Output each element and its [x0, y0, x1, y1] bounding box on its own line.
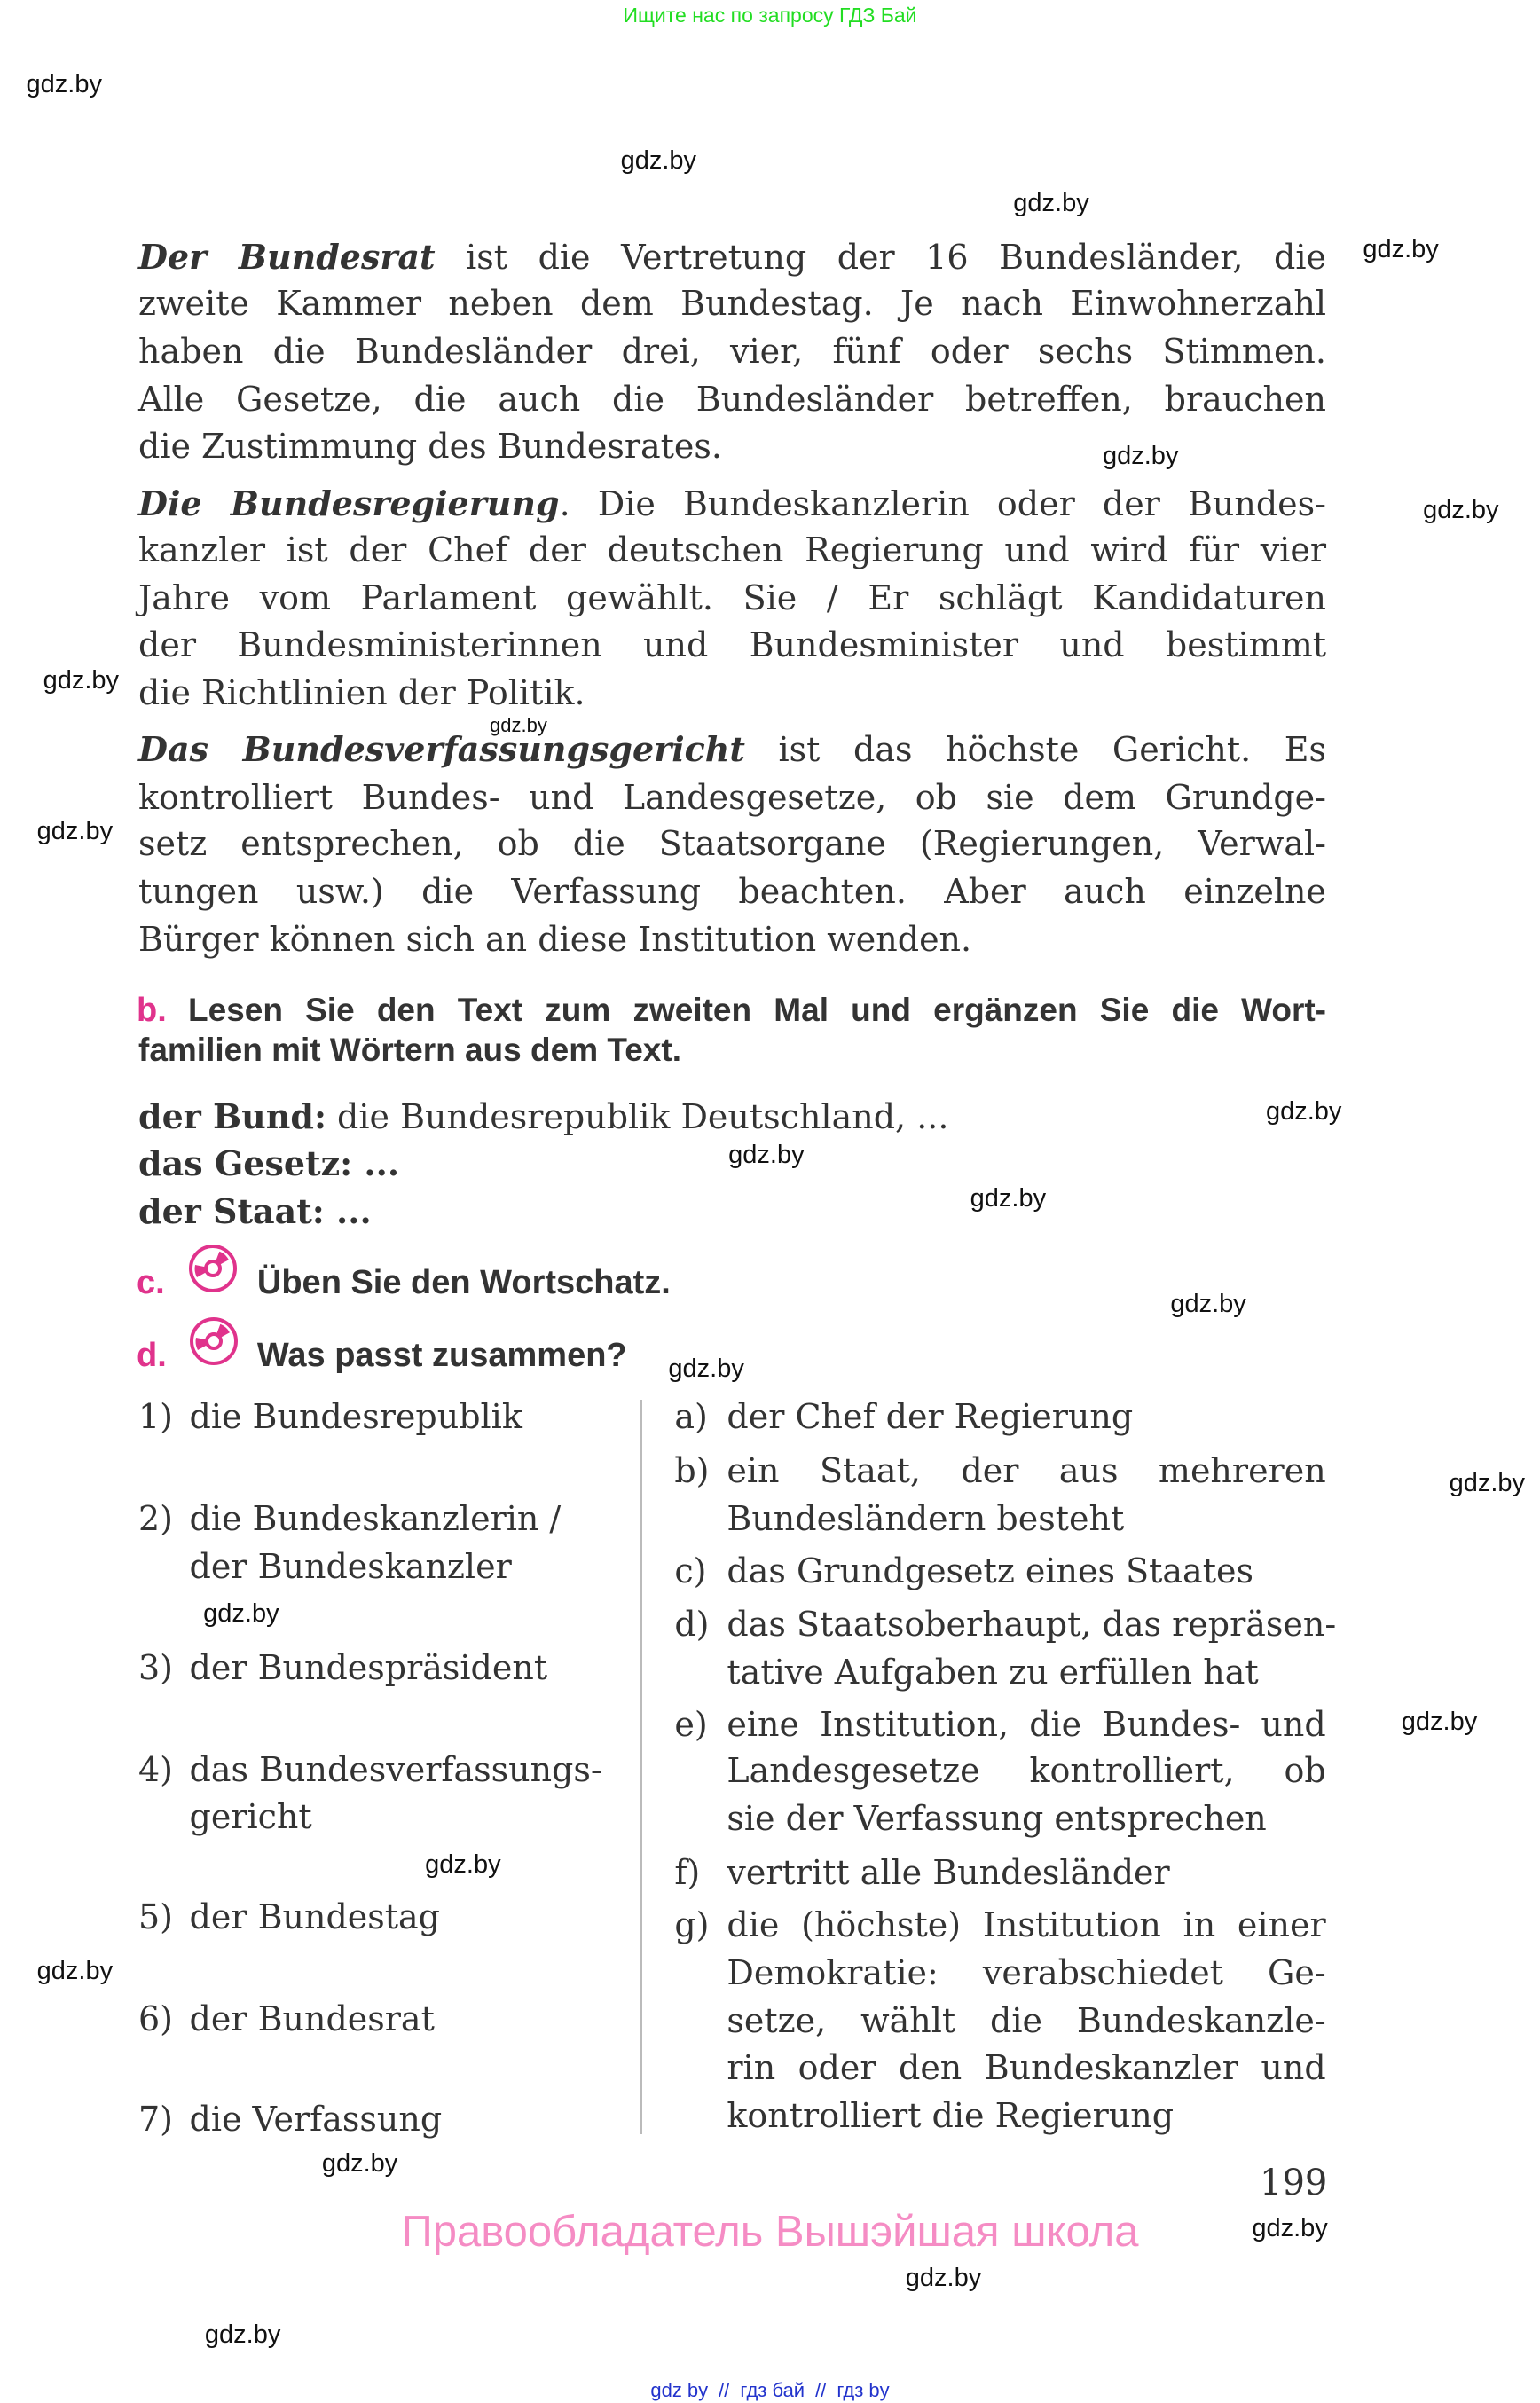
match-right-text: Demokratie: verabschiedet Ge-: [727, 1952, 1326, 1992]
paragraph-text: Alle Gesetze, die auch die Bundesländer betreffen, brauchen: [138, 379, 1326, 419]
match-left-text: der Bundestag: [189, 1897, 441, 1937]
match-left-label: 7): [138, 2099, 174, 2139]
watermark: gdz.by: [970, 1183, 1047, 1213]
paragraph-text: ist das höchste Gericht. Es: [744, 730, 1326, 770]
family-word: der Bund:: [138, 1095, 326, 1136]
exercise-c-label: c.: [137, 1264, 165, 1302]
paragraph-term: Der Bundesrat: [138, 236, 436, 277]
watermark: gdz.by: [321, 2149, 398, 2179]
match-left-label: 1): [138, 1397, 174, 1437]
exercise-b-label: b.: [137, 991, 167, 1029]
match-right-label: b): [674, 1450, 710, 1490]
watermark: gdz.by: [204, 2320, 281, 2349]
cd-audio-icon[interactable]: [188, 1244, 238, 1293]
watermark: gdz.by: [1363, 235, 1439, 264]
separator: //: [719, 2379, 730, 2401]
paragraph-text: . Die Bundeskanzlerin oder der Bundes-: [559, 483, 1326, 523]
word-family-line: [138, 1093, 948, 1141]
bottom-links: [0, 2379, 1540, 2402]
match-left-label: 5): [138, 1897, 174, 1937]
paragraph-text: zweite Kammer neben dem Bundestag. Je nach Einwohnerzahl: [138, 283, 1326, 323]
match-right-label: c): [674, 1551, 707, 1590]
paragraph-text: die Richtlinien der Politik.: [138, 673, 585, 713]
match-right-text: das Staatsoberhaupt, das repräsen-: [727, 1605, 1337, 1645]
paragraph-text: ist die Vertretung der 16 Bundesländer, die: [435, 237, 1326, 277]
watermark: gdz.by: [1252, 2213, 1328, 2242]
match-right-text: die (höchste) Institution in einer: [727, 1905, 1326, 1944]
paragraph-line: [138, 915, 1326, 963]
paragraph-line: [138, 621, 1326, 669]
paragraph-line: [138, 774, 1326, 821]
match-right-text: kontrolliert die Regierung: [727, 2096, 1175, 2136]
paragraph-text: Bürger können sich an diese Institution wenden.: [138, 919, 972, 959]
paragraph-line: [138, 726, 1326, 774]
exercise-d-title: Was passt zusammen?: [256, 1336, 627, 1374]
match-right-text: rin oder den Bundeskanzler und: [727, 2048, 1326, 2088]
match-left-label: 4): [138, 1749, 174, 1789]
match-left-text: die Bundesrepublik: [189, 1397, 522, 1437]
separator: //: [815, 2379, 827, 2401]
watermark: gdz.by: [1449, 1468, 1526, 1497]
watermark: gdz.by: [1265, 1097, 1342, 1127]
paragraph-text: tungen usw.) die Verfassung beachten. Aber auch einzelne: [138, 872, 1326, 912]
link-gdz-bai[interactable]: гдз бай: [740, 2379, 805, 2401]
match-left-text: der Bundespräsident: [189, 1648, 548, 1688]
match-right-text: sie der Verfassung entsprechen: [727, 1799, 1267, 1839]
paragraph-line: [138, 233, 1326, 281]
match-right-text: Bundesländern besteht: [727, 1498, 1125, 1538]
match-left-label: 3): [138, 1648, 174, 1688]
match-left-text: gericht: [189, 1797, 312, 1837]
paragraph-line: [138, 669, 1326, 717]
paragraph-line: [138, 820, 1326, 868]
paragraph-text: die Zustimmung des Bundesrates.: [138, 427, 723, 467]
watermark: gdz.by: [26, 70, 102, 99]
link-gdz-by[interactable]: gdz by: [650, 2379, 709, 2401]
column-divider: [640, 1400, 642, 2134]
watermark: gdz.by: [36, 817, 114, 846]
watermark: gdz.by: [1170, 1290, 1246, 1319]
word-family-line: [138, 1140, 399, 1188]
exercise-b-instruction: familien mit Wörtern aus dem Text.: [138, 1031, 681, 1068]
match-right-label: g): [674, 1905, 710, 1944]
match-right-label: a): [674, 1397, 708, 1437]
watermark: gdz.by: [490, 713, 547, 736]
paragraph-text: der Bundesministerinnen und Bundesminister und bestimmt: [138, 625, 1326, 665]
paragraph-line: [138, 480, 1326, 528]
match-right-text: das Grundgesetz eines Staates: [727, 1551, 1253, 1590]
watermark: gdz.by: [203, 1599, 279, 1629]
match-right-label: e): [674, 1705, 708, 1745]
match-right-text: tative Aufgaben zu erfüllen hat: [727, 1653, 1259, 1692]
match-left-text: der Bundeskanzler: [189, 1546, 512, 1586]
family-word: der Staat: ...: [138, 1191, 372, 1232]
page-number: 199: [1260, 2163, 1328, 2203]
match-left-label: 2): [138, 1498, 174, 1538]
exercise-c-title: Üben Sie den Wortschatz.: [256, 1264, 671, 1302]
paragraph-line: [138, 526, 1326, 574]
link-gdz-by-ru[interactable]: гдз by: [837, 2379, 890, 2401]
watermark: gdz.by: [36, 1957, 114, 1986]
match-left-text: die Bundeskanzlerin /: [189, 1498, 562, 1538]
paragraph-term: Das Bundesverfassungsgericht: [138, 729, 745, 770]
match-right-text: Landesgesetze kontrolliert, ob: [727, 1751, 1326, 1791]
paragraph-text: kanzler ist der Chef der deutschen Regierung und wird für vier: [138, 530, 1326, 569]
watermark: gdz.by: [1423, 495, 1499, 524]
paragraph-line: [138, 279, 1326, 327]
match-left-text: der Bundesrat: [189, 1999, 435, 2038]
paragraph-text: kontrolliert Bundes- und Landesgesetze, ob sie dem Grundge-: [138, 778, 1326, 818]
paragraph-line: [138, 327, 1326, 375]
watermark: gdz.by: [43, 666, 120, 695]
watermark: gdz.by: [1013, 189, 1089, 218]
exercise-d-label: d.: [137, 1336, 167, 1374]
word-family-line: [138, 1188, 372, 1236]
watermark: gdz.by: [668, 1355, 744, 1384]
cd-audio-icon[interactable]: [189, 1316, 239, 1366]
paragraph-line: [138, 868, 1326, 915]
paragraph-term: Die Bundesregierung: [138, 483, 560, 523]
match-left-text: das Bundesverfassungs-: [189, 1749, 602, 1789]
match-right-text: vertritt alle Bundesländer: [727, 1852, 1170, 1892]
paragraph-text: haben die Bundesländer drei, vier, fünf oder sechs Stimmen.: [138, 331, 1326, 371]
paragraph-line: [138, 574, 1326, 622]
match-right-text: eine Institution, die Bundes- und: [727, 1705, 1326, 1745]
match-left-text: die Verfassung: [189, 2099, 443, 2139]
match-right-text: ein Staat, der aus mehreren: [727, 1450, 1326, 1490]
top-banner: Ищите нас по запросу ГДЗ Бай: [623, 4, 917, 27]
match-right-text: setze, wählt die Bundeskanzle-: [727, 2000, 1326, 2040]
match-left-label: 6): [138, 1999, 174, 2038]
family-word: das Gesetz: ...: [138, 1143, 400, 1184]
match-right-text: der Chef der Regierung: [727, 1397, 1134, 1437]
paragraph-text: Jahre vom Parlament gewählt. Sie / Er schlägt Kandidaturen: [138, 577, 1326, 617]
exercise-b-instruction: Lesen Sie den Text zum zweiten Mal und ergänzen Sie die Wort-: [188, 991, 1326, 1028]
match-right-label: d): [674, 1605, 710, 1645]
watermark: gdz.by: [1401, 1707, 1478, 1736]
watermark: gdz.by: [425, 1850, 501, 1880]
watermark: gdz.by: [905, 2263, 982, 2292]
watermark: gdz.by: [728, 1141, 805, 1169]
copyright-notice: Правообладатель Вышэйшая школа: [401, 2208, 1139, 2256]
paragraph-line: [138, 375, 1326, 423]
watermark: gdz.by: [1102, 441, 1179, 470]
paragraph-text: setz entsprechen, ob die Staatsorgane (Regierungen, Verwal-: [138, 824, 1326, 864]
family-text: die Bundesrepublik Deutschland, ...: [326, 1096, 949, 1136]
match-right-label: f): [674, 1852, 701, 1892]
watermark: gdz.by: [620, 145, 697, 175]
